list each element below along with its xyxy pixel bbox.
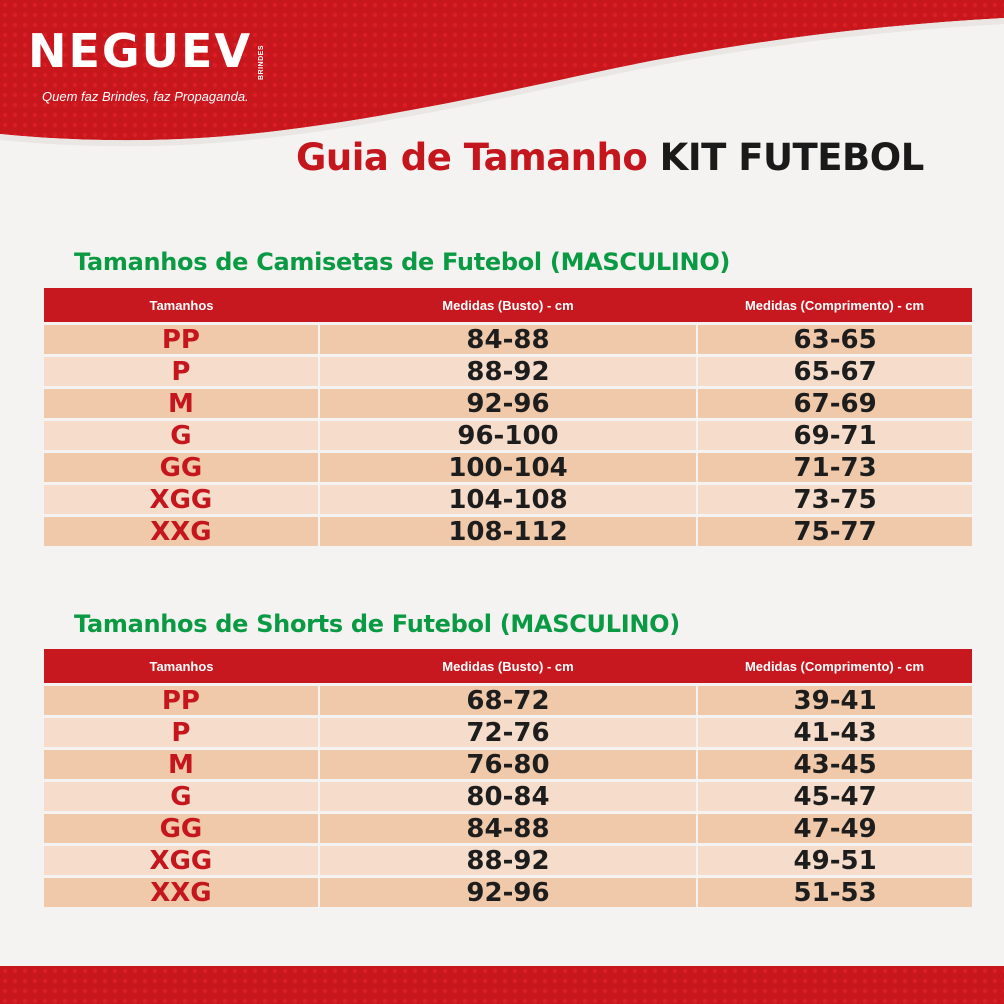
table-row (44, 517, 972, 546)
shorts-table-header (44, 649, 972, 683)
table-row (44, 814, 972, 843)
table-row (44, 782, 972, 811)
size-cell: P (44, 718, 318, 747)
table-row (44, 453, 972, 482)
size-cell: XGG (44, 846, 318, 875)
bust-cell: 84-88 (320, 814, 696, 843)
brand-logo: NEGUEV (28, 24, 253, 78)
length-cell: 69-71 (698, 421, 972, 450)
bust-cell: 84-88 (320, 325, 696, 354)
bust-cell: 108-112 (320, 517, 696, 546)
title-black: KIT FUTEBOL (659, 136, 924, 179)
length-cell: 45-47 (698, 782, 972, 811)
length-cell: 75-77 (698, 517, 972, 546)
bust-cell: 92-96 (320, 389, 696, 418)
size-cell: PP (44, 325, 318, 354)
size-cell: PP (44, 686, 318, 715)
length-cell: 71-73 (698, 453, 972, 482)
table-row (44, 846, 972, 875)
header-bust: Medidas (Busto) - cm (442, 297, 574, 313)
table-row (44, 325, 972, 354)
length-cell: 51-53 (698, 878, 972, 907)
size-cell: M (44, 750, 318, 779)
bust-cell: 88-92 (320, 846, 696, 875)
bust-cell: 76-80 (320, 750, 696, 779)
size-cell: XGG (44, 485, 318, 514)
size-cell: G (44, 421, 318, 450)
size-cell: M (44, 389, 318, 418)
header-size: Tamanhos (149, 658, 214, 674)
header-size: Tamanhos (149, 297, 214, 313)
brand-sub: BRINDES (258, 44, 265, 80)
size-cell: XXG (44, 517, 318, 546)
brand-slogan: Quem faz Brindes, faz Propaganda. (42, 89, 249, 104)
table-row (44, 750, 972, 779)
length-cell: 49-51 (698, 846, 972, 875)
bust-cell: 88-92 (320, 357, 696, 386)
length-cell: 63-65 (698, 325, 972, 354)
size-cell: G (44, 782, 318, 811)
bust-cell: 92-96 (320, 878, 696, 907)
length-cell: 73-75 (698, 485, 972, 514)
bust-cell: 104-108 (320, 485, 696, 514)
bust-cell: 72-76 (320, 718, 696, 747)
header-length: Medidas (Comprimento) - cm (744, 297, 925, 313)
bust-cell: 100-104 (320, 453, 696, 482)
shirts-table (44, 288, 972, 546)
shorts-section-title: Tamanhos de Shorts de Futebol (MASCULINO) (74, 610, 680, 638)
length-cell: 67-69 (698, 389, 972, 418)
size-cell: XXG (44, 878, 318, 907)
length-cell: 41-43 (698, 718, 972, 747)
size-cell: GG (44, 814, 318, 843)
bust-cell: 96-100 (320, 421, 696, 450)
length-cell: 39-41 (698, 686, 972, 715)
table-row (44, 686, 972, 715)
table-row (44, 718, 972, 747)
table-row (44, 421, 972, 450)
page-title (296, 136, 924, 179)
length-cell: 47-49 (698, 814, 972, 843)
size-cell: GG (44, 453, 318, 482)
shirts-section-title: Tamanhos de Camisetas de Futebol (MASCULINO) (74, 248, 731, 276)
bust-cell: 80-84 (320, 782, 696, 811)
size-cell: P (44, 357, 318, 386)
bust-cell: 68-72 (320, 686, 696, 715)
table-row (44, 485, 972, 514)
title-red: Guia de Tamanho (296, 136, 648, 179)
length-cell: 43-45 (698, 750, 972, 779)
table-row (44, 357, 972, 386)
footer-banner (0, 966, 1004, 1004)
shorts-table-body (44, 686, 972, 907)
header-length: Medidas (Comprimento) - cm (744, 658, 925, 674)
shirts-table-header (44, 288, 972, 322)
length-cell: 65-67 (698, 357, 972, 386)
table-row (44, 878, 972, 907)
shorts-table (44, 649, 972, 907)
shirts-table-body (44, 325, 972, 546)
table-row (44, 389, 972, 418)
header-bust: Medidas (Busto) - cm (442, 658, 574, 674)
